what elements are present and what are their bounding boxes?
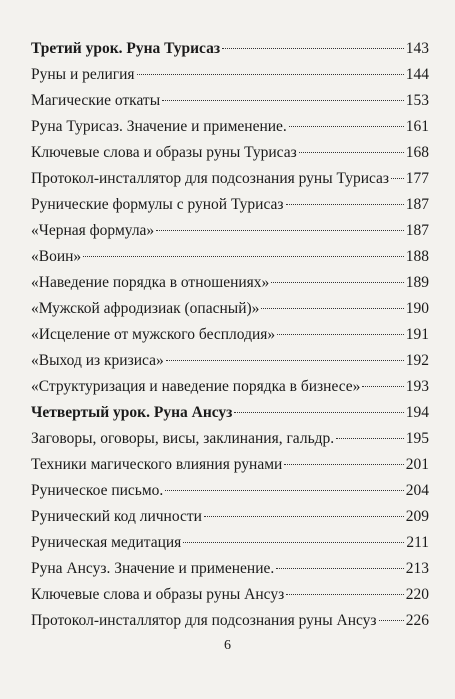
toc-row [31, 348, 429, 374]
dot-leader [222, 47, 404, 49]
toc-entry-page: 189 [405, 274, 429, 291]
dot-leader [137, 73, 404, 75]
toc-entry-page: 195 [405, 430, 429, 447]
toc-entry-title: «Структуризация и наведение порядка в бизнесе» [31, 378, 361, 395]
toc-row [31, 166, 429, 192]
toc-entry-title: Рунический код личности [31, 508, 202, 525]
toc-entry-page: 188 [405, 248, 429, 265]
toc-row [31, 608, 429, 634]
toc-entry-title: Заговоры, оговоры, висы, заклинания, гальдр. [31, 430, 335, 447]
toc-entry-page: 220 [405, 586, 429, 603]
toc-row [31, 322, 429, 348]
toc-entry-title: «Черная формула» [31, 222, 155, 239]
dot-leader [83, 255, 404, 257]
toc-row [31, 62, 429, 88]
dot-leader [299, 151, 404, 153]
toc-row [31, 270, 429, 296]
toc-entry-title: «Воин» [31, 248, 82, 265]
dot-leader [183, 541, 404, 543]
dot-leader [271, 281, 403, 283]
toc-entry-page: 192 [405, 352, 429, 369]
toc-entry-page: 194 [405, 404, 429, 421]
toc-row [31, 556, 429, 582]
page-number: 6 [224, 638, 231, 653]
toc-entry-page: 204 [405, 482, 429, 499]
toc-entry-page: 213 [405, 560, 429, 577]
toc-entry-title: «Выход из кризиса» [31, 352, 164, 369]
toc-entry-title: Руна Ансуз. Значение и применение. [31, 560, 275, 577]
toc-entry-title: Протокол-инсталлятор для подсознания руны Ансуз [31, 612, 377, 629]
table-of-contents [31, 36, 429, 634]
toc-row [31, 504, 429, 530]
toc-entry-title: Техники магического влияния рунами [31, 456, 283, 473]
dot-leader [165, 489, 403, 491]
toc-entry-page: 143 [405, 40, 429, 57]
toc-row [31, 296, 429, 322]
dot-leader [277, 333, 404, 335]
dot-leader [156, 229, 404, 231]
toc-entry-title: «Наведение порядка в отношениях» [31, 274, 270, 291]
dot-leader [162, 99, 404, 101]
toc-row [31, 192, 429, 218]
toc-entry-title: Руны и религия [31, 66, 135, 83]
dot-leader [289, 125, 404, 127]
toc-entry-title: Руна Турисаз. Значение и применение. [31, 118, 287, 135]
toc-entry-page: 187 [405, 196, 429, 213]
toc-entry-title: Третий урок. Руна Турисаз [31, 40, 221, 57]
toc-entry-title: Магические откаты [31, 92, 161, 109]
toc-entry-page: 201 [405, 456, 429, 473]
dot-leader [204, 515, 404, 517]
dot-leader [286, 593, 404, 595]
toc-entry-title: Ключевые слова и образы руны Ансуз [31, 586, 285, 603]
toc-row [31, 244, 429, 270]
dot-leader [234, 411, 403, 413]
toc-chapter-row [31, 400, 429, 426]
toc-row [31, 88, 429, 114]
toc-entry-page: 153 [405, 92, 429, 109]
toc-entry-page: 190 [405, 300, 429, 317]
toc-entry-page: 161 [405, 118, 429, 135]
dot-leader [261, 307, 403, 309]
toc-entry-title: Ключевые слова и образы руны Турисаз [31, 144, 297, 161]
toc-row [31, 582, 429, 608]
toc-entry-page: 177 [405, 170, 429, 187]
toc-row [31, 218, 429, 244]
toc-row [31, 452, 429, 478]
toc-entry-page: 187 [405, 222, 429, 239]
toc-entry-title: Руническое письмо. [31, 482, 164, 499]
toc-row [31, 374, 429, 400]
toc-entry-page: 209 [405, 508, 429, 525]
dot-leader [362, 385, 403, 387]
toc-row [31, 478, 429, 504]
toc-entry-title: Четвертый урок. Руна Ансуз [31, 404, 233, 421]
toc-entry-page: 226 [405, 612, 429, 629]
toc-entry-title: Руническая медитация [31, 534, 182, 551]
toc-entry-title: «Мужской афродизиак (опасный)» [31, 300, 260, 317]
toc-row [31, 114, 429, 140]
toc-entry-page: 211 [406, 534, 429, 551]
toc-entry-title: «Исцеление от мужского бесплодия» [31, 326, 276, 343]
toc-entry-page: 144 [405, 66, 429, 83]
toc-entry-title: Протокол-инсталлятор для подсознания руны Турисаз [31, 170, 390, 187]
dot-leader [391, 177, 404, 179]
dot-leader [286, 203, 404, 205]
toc-row [31, 426, 429, 452]
dot-leader [336, 437, 404, 439]
toc-row [31, 140, 429, 166]
dot-leader [166, 359, 404, 361]
toc-entry-page: 191 [405, 326, 429, 343]
dot-leader [276, 567, 403, 569]
toc-chapter-row [31, 36, 429, 62]
toc-entry-page: 168 [405, 144, 429, 161]
toc-entry-title: Рунические формулы с руной Турисаз [31, 196, 284, 213]
toc-entry-page: 193 [405, 378, 429, 395]
toc-row [31, 530, 429, 556]
dot-leader [379, 619, 404, 621]
dot-leader [284, 463, 403, 465]
